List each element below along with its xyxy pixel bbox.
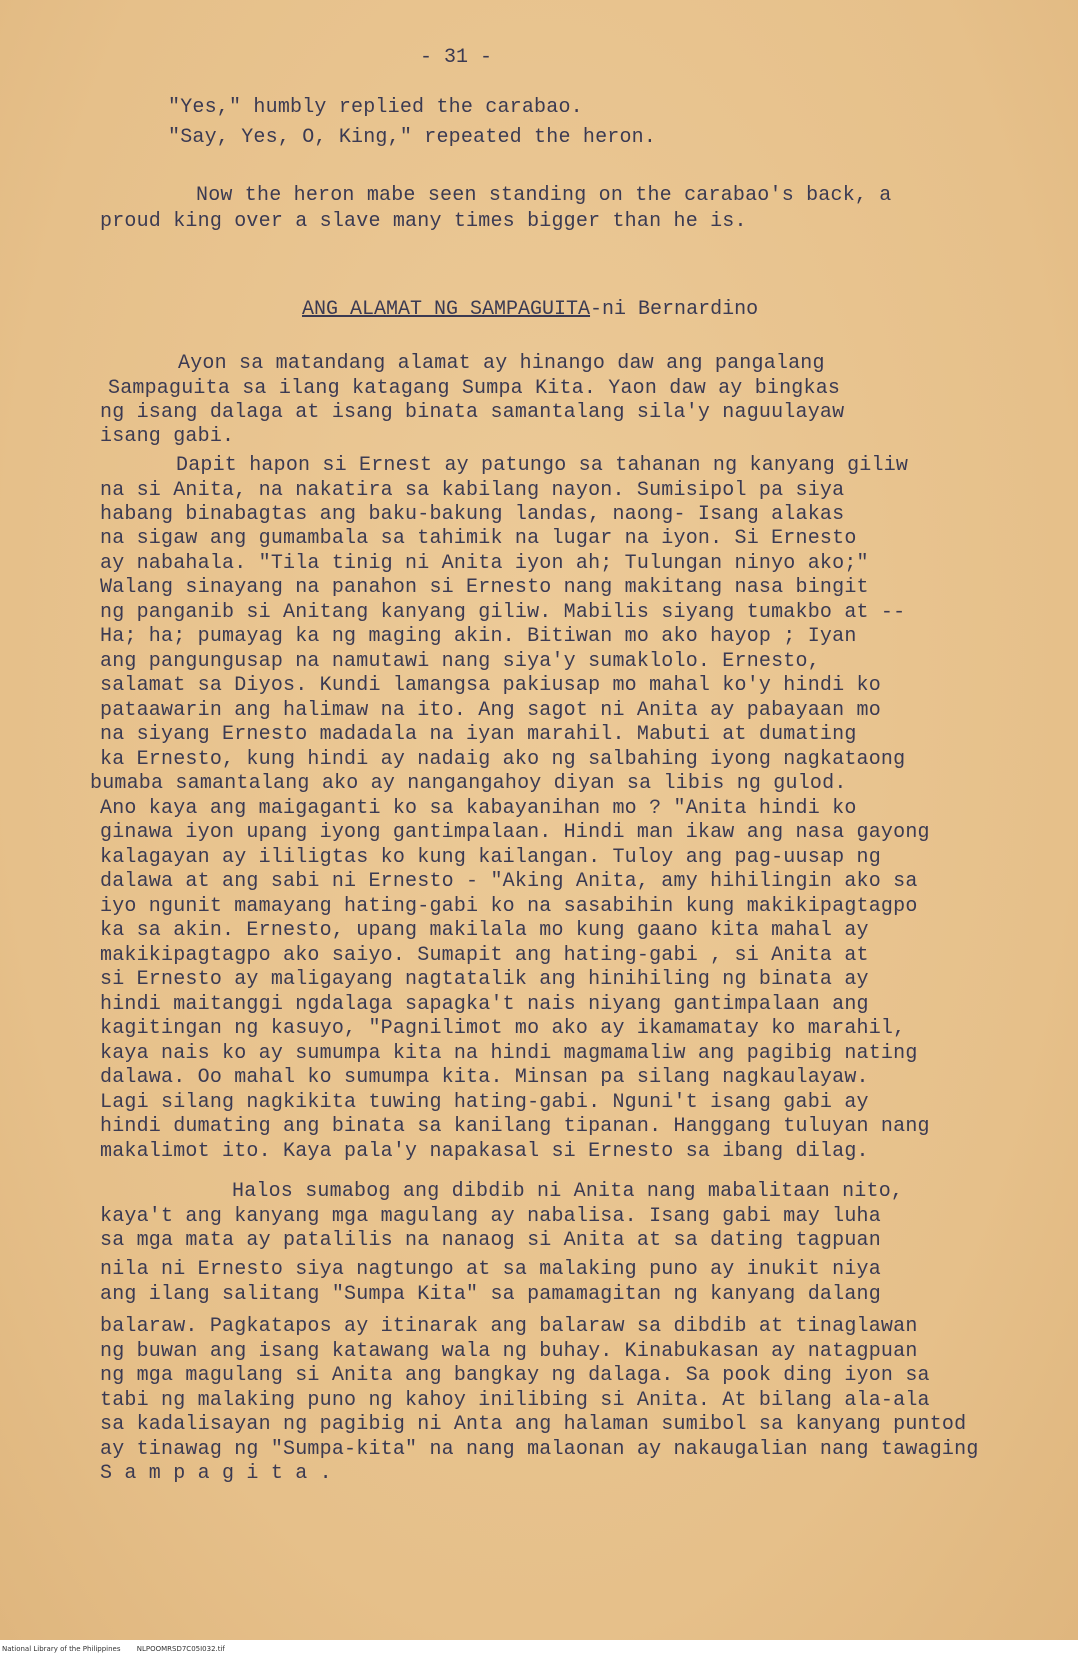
- footer-file: NLPOOMRSD7C05I032.tif: [136, 1645, 225, 1653]
- body-line: nila ni Ernesto siya nagtungo at sa malaking puno ay inukit niya: [100, 1258, 881, 1281]
- body-line: makalimot ito. Kaya pala'y napakasal si Ernesto sa ibang dilag.: [100, 1140, 869, 1163]
- intro-line: proud king over a slave many times bigger than he is.: [100, 210, 747, 233]
- body-line: sa mga mata ay patalilis na nanaog si Anita at sa dating tagpuan: [100, 1229, 881, 1252]
- body-line: na si Anita, na nakatira sa kabilang nayon. Sumisipol pa siya: [100, 479, 845, 502]
- body-line: kalagayan ay ililigtas ko kung kailangan. Tuloy ang pag-uusap ng: [100, 846, 881, 869]
- body-line: ka Ernesto, kung hindi ay nadaig ako ng salbahing iyong nagkataong: [100, 748, 906, 771]
- body-line: ay tinawag ng "Sumpa-kita" na nang malaonan ay nakaugalian nang tawaging: [100, 1438, 979, 1461]
- body-line: Halos sumabog ang dibdib ni Anita nang mabalitaan nito,: [232, 1180, 904, 1203]
- body-line: tabi ng malaking puno ng kahoy inilibing si Anita. At bilang ala-ala: [100, 1389, 930, 1412]
- page-number: - 31 -: [420, 46, 493, 69]
- body-line: kaya nais ko ay sumumpa kita na hindi magmamaliw ang pagibig nating: [100, 1042, 918, 1065]
- intro-line: Now the heron mabe seen standing on the carabao's back, a: [196, 184, 892, 207]
- body-line: Ayon sa matandang alamat ay hinango daw ang pangalang: [178, 352, 825, 375]
- body-line: dalawa. Oo mahal ko sumumpa kita. Minsan pa silang nagkaulayaw.: [100, 1066, 869, 1089]
- body-line: iyo ngunit mamayang hating-gabi ko na sasabihin kung makikipagtagpo: [100, 895, 918, 918]
- body-line: ay nabahala. "Tila tinig ni Anita iyon ah; Tulungan ninyo ako;": [100, 552, 869, 575]
- body-line: sa kadalisayan ng pagibig ni Anta ang halaman sumibol sa kanyang puntod: [100, 1413, 967, 1436]
- story-title: [302, 298, 758, 321]
- intro-line: "Say, Yes, O, King," repeated the heron.: [168, 126, 657, 149]
- body-line: ka sa akin. Ernesto, upang makilala mo kung gaano kita mahal ay: [100, 919, 869, 942]
- intro-line: "Yes," humbly replied the carabao.: [168, 96, 583, 119]
- body-line: na sigaw ang gumambala sa tahimik na lugar na iyon. Si Ernesto: [100, 527, 857, 550]
- body-line: kagitingan ng kasuyo, "Pagnilimot mo ako ay ikamamatay ko marahil,: [100, 1017, 906, 1040]
- body-line: hindi dumating ang binata sa kanilang tipanan. Hanggang tuluyan nang: [100, 1115, 930, 1138]
- body-line: Ano kaya ang maigaganti ko sa kabayanihan mo ? "Anita hindi ko: [100, 797, 857, 820]
- body-line: balaraw. Pagkatapos ay itinarak ang balaraw sa dibdib at tinaglawan: [100, 1315, 918, 1338]
- body-line: S a m p a g i t a .: [100, 1462, 332, 1485]
- body-line: ng mga magulang si Anita ang bangkay ng dalaga. Sa pook ding iyon sa: [100, 1364, 930, 1387]
- body-line: makikipagtagpo ako saiyo. Sumapit ang hating-gabi , si Anita at: [100, 944, 869, 967]
- body-line: isang gabi.: [100, 425, 235, 448]
- story-title-main: ANG ALAMAT NG SAMPAGUITA: [302, 298, 591, 321]
- story-title-author: -ni Bernardino: [590, 298, 759, 321]
- body-line: ng isang dalaga at isang binata samantalang sila'y naguulayaw: [100, 401, 845, 424]
- body-line: bumaba samantalang ako ay nangangahoy diyan sa libis ng gulod.: [90, 772, 847, 795]
- body-line: Walang sinayang na panahon si Ernesto nang makitang nasa bingit: [100, 576, 869, 599]
- body-line: na siyang Ernesto madadala na iyan marahil. Mabuti at dumating: [100, 723, 857, 746]
- body-line: ang pangungusap na namutawi nang siya'y sumaklolo. Ernesto,: [100, 650, 820, 673]
- body-line: ng panganib si Anitang kanyang giliw. Mabilis siyang tumakbo at --: [100, 601, 906, 624]
- body-line: Sampaguita sa ilang katagang Sumpa Kita. Yaon daw ay bingkas: [108, 377, 841, 400]
- body-line: habang binabagtas ang baku-bakung landas, naong- Isang alakas: [100, 503, 845, 526]
- scan-footer: [0, 1640, 1078, 1658]
- body-line: salamat sa Diyos. Kundi lamangsa pakiusap mo mahal ko'y hindi ko: [100, 674, 881, 697]
- body-line: Ha; ha; pumayag ka ng maging akin. Bitiwan mo ako hayop ; Iyan: [100, 625, 857, 648]
- body-line: kaya't ang kanyang mga magulang ay nabalisa. Isang gabi may luha: [100, 1205, 881, 1228]
- body-line: Dapit hapon si Ernest ay patungo sa tahanan ng kanyang giliw: [176, 454, 909, 477]
- footer-source: National Library of the Philippines: [2, 1645, 121, 1653]
- body-line: dalawa at ang sabi ni Ernesto - "Aking Anita, amy hihilingin ako sa: [100, 870, 918, 893]
- body-line: ang ilang salitang "Sumpa Kita" sa pamamagitan ng kanyang dalang: [100, 1283, 881, 1306]
- body-line: pataawarin ang halimaw na ito. Ang sagot ni Anita ay pabayaan mo: [100, 699, 881, 722]
- body-line: ginawa iyon upang iyong gantimpalaan. Hindi man ikaw ang nasa gayong: [100, 821, 930, 844]
- body-line: ng buwan ang isang katawang wala ng buhay. Kinabukasan ay natagpuan: [100, 1340, 918, 1363]
- body-line: Lagi silang nagkikita tuwing hating-gabi. Nguni't isang gabi ay: [100, 1091, 869, 1114]
- body-line: si Ernesto ay maligayang nagtatalik ang hinihiling ng binata ay: [100, 968, 869, 991]
- body-line: hindi maitanggi ngdalaga sapagka't nais niyang gantimpalaan ang: [100, 993, 869, 1016]
